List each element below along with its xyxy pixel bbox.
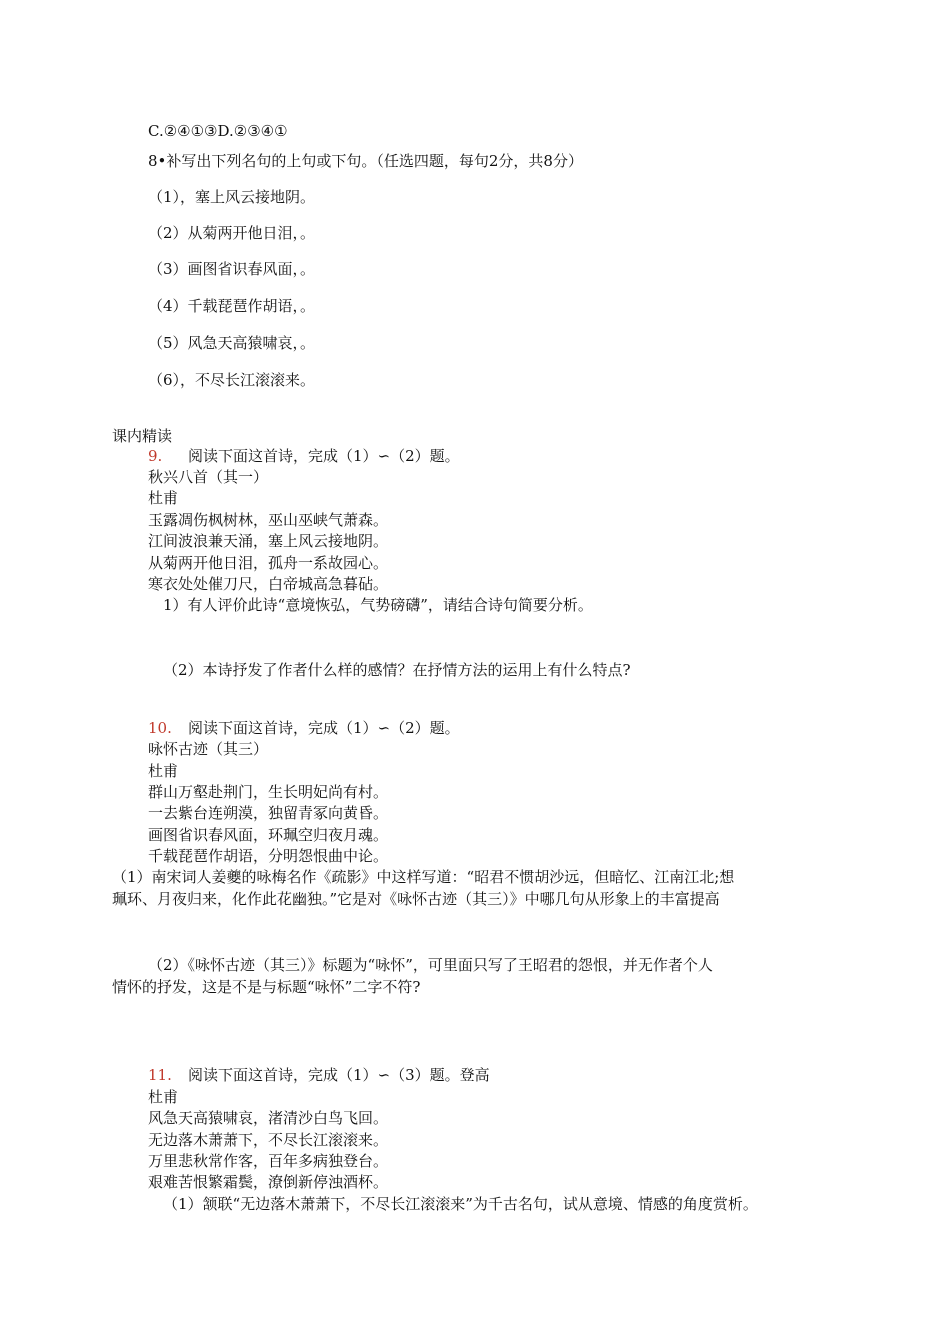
q7-options: C.②④①③D.②③④①: [148, 122, 288, 140]
q9-poem-line: 玉露凋伤枫树林，巫山巫峡气萧森。: [148, 511, 389, 529]
q11-poem-line: 无边落木萧萧下，不尽长江滚滚来。: [148, 1131, 389, 1149]
q8-item: （5）风急天高猿啸哀，。: [148, 334, 316, 352]
q8-item: （1），塞上风云接地阴。: [148, 188, 316, 206]
q10-header: [148, 717, 460, 739]
q10-sub1-line: （1）南宋词人姜夔的咏梅名作《疏影》中这样写道：“昭君不惯胡沙远，但暗忆、江南江北;想: [112, 868, 735, 886]
q11-prompt: 阅读下面这首诗，完成（1）∽（3）题。登高: [188, 1066, 490, 1084]
q8-item: （2）从菊两开他日泪，。: [148, 224, 316, 242]
q10-poem-title: 咏怀古迹（其三）: [148, 740, 269, 758]
q10-poem-line: 千载琵琶作胡语，分明怨恨曲中论。: [148, 847, 389, 865]
q8-prompt: 8•补写出下列名句的上句或下句。（任选四题，每句2分，共8分）: [148, 152, 583, 170]
q10-sub1-line: 珮环、月夜归来，化作此花幽独。”它是对《咏怀古迹（其三）》中哪几句从形象上的丰富提高: [112, 890, 720, 908]
q10-author: 杜甫: [148, 762, 179, 780]
q11-poem-line: 风急天高猿啸哀，渚清沙白鸟飞回。: [148, 1109, 389, 1127]
q9-poem-title: 秋兴八首（其一）: [148, 468, 269, 486]
q10-poem-line: 一去紫台连朔漠，独留青冢向黄昏。: [148, 804, 389, 822]
q11-header: [148, 1064, 490, 1086]
q9-author: 杜甫: [148, 489, 179, 507]
section-title: 课内精读: [112, 427, 173, 445]
q11-poem-line: 艰难苦恨繁霜鬓，潦倒新停浊酒杯。: [148, 1173, 389, 1191]
q11-author: 杜甫: [148, 1088, 179, 1106]
q8-item: （4）千载琵琶作胡语，。: [148, 297, 316, 315]
q9-poem-line: 从菊两开他日泪，孤舟一系故园心。: [148, 554, 389, 572]
q10-poem-line: 群山万壑赴荆门，生长明妃尚有村。: [148, 783, 389, 801]
q9-sub2: （2）本诗抒发了作者什么样的感情？在抒情方法的运用上有什么特点?: [163, 661, 631, 679]
q9-header: [148, 445, 460, 467]
q10-sub2-line: （2）《咏怀古迹（其三）》标题为“咏怀”，可里面只写了王昭君的怨恨，并无作者个人: [148, 956, 713, 974]
q9-sub1: 1）有人评价此诗“意境恢弘，气势磅礴”，请结合诗句简要分析。: [163, 596, 593, 614]
q8-item: （3）画图省识春风面，。: [148, 260, 316, 278]
q9-number: 9.: [148, 447, 163, 465]
q11-poem-line: 万里悲秋常作客，百年多病独登台。: [148, 1152, 389, 1170]
q8-item: （6），不尽长江滚滚来。: [148, 371, 316, 389]
q10-prompt: 阅读下面这首诗，完成（1）∽（2）题。: [188, 719, 460, 737]
q11-sub1: （1）颔联“无边落木萧萧下，不尽长江滚滚来”为千古名句，试从意境、情感的角度赏析。: [163, 1195, 758, 1213]
q9-prompt: 阅读下面这首诗，完成（1）∽（2）题。: [188, 447, 460, 465]
q11-number: 11.: [148, 1066, 172, 1084]
q10-poem-line: 画图省识春风面，环珮空归夜月魂。: [148, 826, 389, 844]
q10-number: 10.: [148, 719, 172, 737]
q9-poem-line: 江间波浪兼天涌，塞上风云接地阴。: [148, 532, 389, 550]
q9-poem-line: 寒衣处处催刀尺，白帝城高急暮砧。: [148, 575, 389, 593]
q10-sub2-line: 情怀的抒发，这是不是与标题“咏怀”二字不符?: [112, 978, 421, 996]
